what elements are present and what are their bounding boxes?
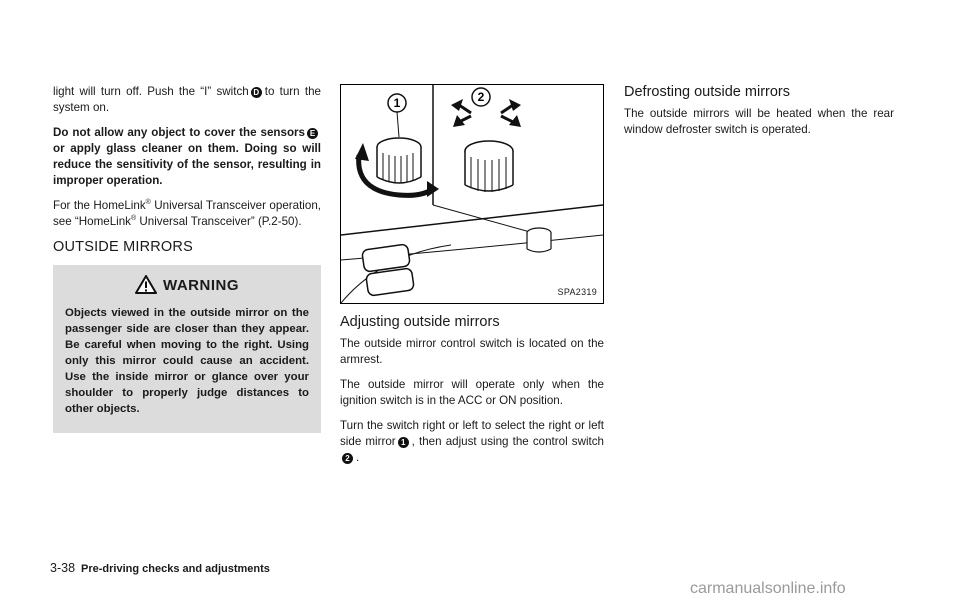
callout-1: 1: [398, 437, 409, 448]
text: to turn the system on.: [53, 85, 321, 114]
page-number: 3-38: [50, 561, 76, 575]
watermark: carmanualsonline.info: [690, 580, 846, 597]
paragraph-select-mirror: [340, 418, 604, 466]
column-left: [53, 84, 321, 433]
paragraph-system-on: [53, 84, 321, 116]
callout-2-label: 2: [477, 90, 485, 104]
callout-1-label: 1: [393, 96, 401, 110]
registered-mark: ®: [130, 215, 137, 223]
mirror-switch-drawing: [341, 85, 604, 304]
warning-box: [53, 265, 321, 433]
registered-mark: ®: [145, 199, 151, 207]
text: light will turn off. Push the “I” switch: [53, 85, 249, 98]
warning-icon: [135, 275, 157, 294]
text: .: [356, 451, 360, 464]
warning-text: Objects viewed in the outside mirror on the passenger side are closer than they appear. Be careful when moving to the right. Using only this mirror could cause an accident. Use the inside mirror or glance over your shoulder to properly judge distances to other objects.: [65, 307, 309, 415]
page-footer: [50, 561, 270, 575]
paragraph-homelink: [53, 198, 321, 230]
callout-d: D: [251, 87, 262, 98]
heading-adjusting-mirrors: Adjusting outside mirrors: [340, 314, 500, 330]
footer-section-title: Pre-driving checks and adjustments: [81, 563, 270, 575]
heading-defrosting-mirrors: Defrosting outside mirrors: [624, 84, 790, 100]
mirror-switch-illustration: [340, 84, 604, 304]
section-title: OUTSIDE MIRRORS: [53, 239, 193, 255]
text: Universal Transceiver” (P.2-50).: [139, 215, 302, 228]
warning-header: [65, 275, 309, 295]
callout-2: 2: [342, 453, 353, 464]
callout-e: E: [307, 128, 318, 139]
paragraph-defroster: The outside mirrors will be heated when the rear window defroster switch is operated.: [624, 107, 894, 136]
paragraph-switch-location: The outside mirror control switch is located on the armrest.: [340, 337, 604, 366]
text: For the HomeLink: [53, 199, 146, 212]
warning-title: WARNING: [163, 277, 239, 294]
text: Universal Transceiver operation, see “HomeLink: [53, 199, 321, 228]
figure-label: SPA2319: [557, 287, 597, 297]
text: or apply glass cleaner on them. Doing so will reduce the sensitivity of the sensor, resulting in improper operation.: [53, 142, 321, 187]
text: , then adjust using the control switch: [411, 435, 604, 448]
paragraph-ignition: The outside mirror will operate only when the ignition switch is in the ACC or ON position.: [340, 378, 604, 407]
column-right: [624, 84, 894, 147]
text: Turn the switch right or left to select the right or left side mirror: [340, 419, 604, 448]
paragraph-sensor-caution: [53, 125, 321, 189]
column-middle: [340, 84, 604, 475]
text: Do not allow any object to cover the sensors: [53, 126, 305, 139]
